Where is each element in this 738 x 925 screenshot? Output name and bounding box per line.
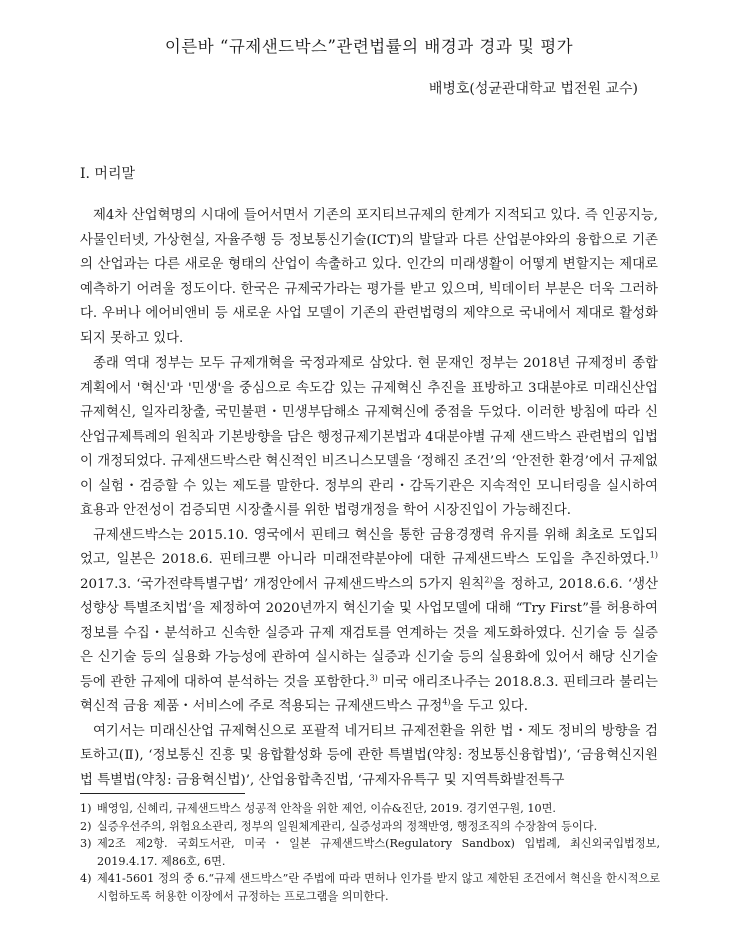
text-span: 미국 애리조나주는 2018.8.3. 핀테크라 불리는 혁신적 금융 제품・서비스에 주로 적용되는 규제샌드박스 규정 (80, 674, 658, 714)
paragraph-block-2 (80, 352, 658, 793)
paragraph: 종래 역대 정부는 모두 규제개혁을 국정과제로 삼았다. 현 문재인 정부는 2018년 규제정비 종합계획에서 '혁신'과 '민생'을 중심으로 속도감 있는 규제혁신 추진을 표방하고 3대분야로 미래신산업 규제혁신, 일자리창출, 국민불편・민생부담해소 규제혁신에 중점을 두었다. 이러한 방침에 따라 신산업규제특례의 원칙과 기본방향을 담은 행정규제기본법과 4대분야별 규제 샌드박스 관련법의 입법이 개정되었다. 규제샌드박스란 혁신적인 비즈니스모델을 ‘정해진 조건’의 ‘안전한 환경’에서 규제없이 실험・검증할 수 있는 제도를 말한다. 정부의 관리・감독기관은 지속적인 모니터링을 실시하여 효용과 안전성이 검증되면 시장출시를 위한 법령개정을 학어 시장진입이 가능해진다. (80, 356, 658, 518)
footnotes (80, 800, 660, 905)
footnote-number: 3) (80, 837, 92, 850)
footnote (80, 800, 660, 818)
footnote-number: 2) (80, 819, 92, 833)
footnote-divider (80, 793, 245, 794)
footnote-text: 배영임, 신혜리, 규제샌드박스 성공적 안착을 위한 제언, 이슈&진단, 2019. 경기연구원, 10면. (97, 802, 556, 815)
paragraph: 제4차 산업혁명의 시대에 들어서면서 기존의 포지티브규제의 한계가 지적되고 있다. 즉 인공지능, 사물인터넷, 가상현실, 자율주행 등 정보통신기술(ICT)의 발달과 다른 산업분야와의 융합으로 기존의 산업과는 다른 새로운 형태의 산업이 속출하고 있다. 인간의 미래생활이 어떻게 변할지는 제대로 예측하기 어려울 정도이다. 한국은 규제국가라는 평가를 받고 있으며, 빅데이터 부분은 더욱 그러하다. 우버나 에어비앤비 등 새로운 사업 모델이 기존의 관련법령의 제약으로 국내에서 제대로 활성화되지 못하고 있다. (80, 208, 658, 346)
text-span: 을 정하고, 2018.6.6. ‘생산성향상 특별조치법’을 제정하여 2020년까지 혁신기술 및 사업모델에 대해 “Try First”를 허용하여 정보를 수집・분석하고 신속한 실증과 규제 재검토를 연계하는 것을 제도화하였다. 신기술 등 실증은 신기술 등의 실용화 가능성에 관하여 실시하는 실증과 신기술 등의 실용화에 있어서 해당 신기술 등에 관한 규제에 대하여 분석하는 것을 포함한다. (80, 576, 658, 690)
text-span: 규제샌드박스는 2015.10. 영국에서 핀테크 혁신을 통한 금융경쟁력 유지를 위해 최초로 도입되었고, 일본은 2018.6. 핀테크뿐 아니라 미래전략분야에 대한 규제샌드박스 도입을 추진하였다. (80, 527, 658, 567)
footnote-ref[interactable]: 2) (484, 575, 493, 585)
paragraph-block-1 (80, 204, 658, 351)
footnote-number: 4) (80, 872, 92, 885)
footnote-text: 제41-5601 정의 중 6.“규제 샌드박스”란 주법에 따라 면허나 인가를 받지 않고 제한된 조건에서 혁신을 한시적으로 시험하도록 허용한 이장에서 규정하는 프로그램을 의미한다. (97, 872, 660, 903)
footnote-ref[interactable]: 4) (442, 697, 451, 707)
paragraph: 여기서는 미래신산업 규제혁신으로 포괄적 네거티브 규제전환을 위한 법・제도 정비의 방향을 검토하고(Ⅱ), ‘정보통신 진흥 및 융합활성화 등에 관한 특별법(약칭: 정보통신융합법)’, ‘금융혁신지원법 특별법(약칭: 금융혁신법)’, 산업융합촉진법, ‘규제자유특구 및 지역특화발전특구 (80, 723, 658, 788)
footnote (80, 835, 660, 870)
footnote-number: 1) (80, 802, 92, 815)
footnote-text: 실증우선주의, 위험요소관리, 정부의 일원체계관리, 실증성과의 정책반영, 행정조직의 수장참여 등이다. (97, 819, 598, 833)
footnote (80, 818, 660, 836)
text-span: 을 두고 있다. (450, 699, 528, 714)
footnote-ref[interactable]: 1) (649, 550, 658, 560)
text-span: 2017.3. ‘국가전략특별구법’ 개정안에서 규제샌드박스의 5가지 원칙 (80, 576, 485, 592)
author-line: 배병호(성균관대학교 법전원 교수) (428, 81, 638, 97)
paragraph (80, 524, 658, 720)
footnote-ref[interactable]: 3) (369, 673, 378, 683)
footnote-text: 제2조 제2항. 국회도서관, 미국・일본 규제샌드박스(Regulatory Sandbox) 입법례, 최신외국입법정보, 2019.4.17. 제86호, 6면. (97, 837, 660, 868)
section-heading: Ⅰ. 머리말 (80, 166, 136, 182)
footnote (80, 870, 660, 905)
paper-title: 이른바 “규제샌드박스”관련법률의 배경과 경과 및 평가 (164, 37, 574, 56)
